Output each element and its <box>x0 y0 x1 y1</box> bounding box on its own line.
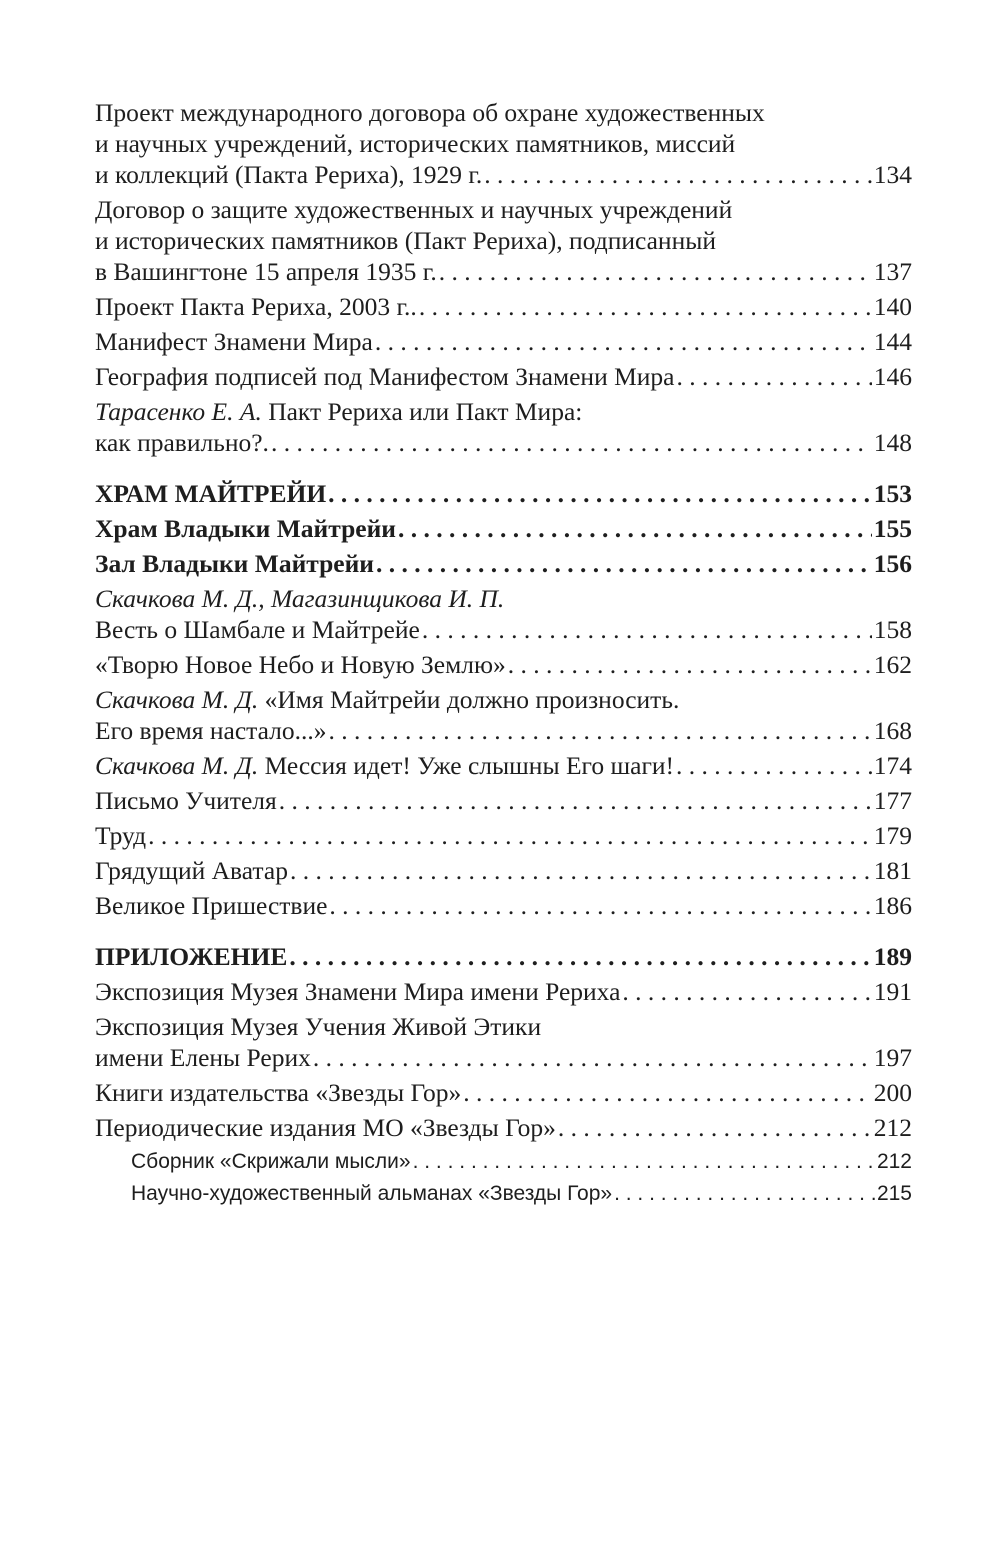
toc-entry-text: и научных учреждений, исторических памятников, миссий <box>95 129 736 158</box>
toc-entry <box>95 1011 912 1073</box>
page-number: 215 <box>876 1182 912 1205</box>
leader-dots <box>375 326 872 357</box>
toc-entry <box>95 396 912 458</box>
leader-dots <box>677 361 872 392</box>
page-number: 177 <box>873 786 912 815</box>
toc-entry <box>95 684 912 746</box>
toc-entry <box>95 361 912 392</box>
leader-dots <box>398 513 872 544</box>
page-number: 140 <box>873 292 912 321</box>
toc-entry <box>95 513 912 544</box>
leader-dots <box>614 1179 875 1209</box>
toc-entry <box>95 326 912 357</box>
toc-entry <box>95 548 912 579</box>
page-number: 200 <box>873 1078 912 1107</box>
toc-entry-text: Письмо Учителя <box>95 786 277 815</box>
toc-subentry <box>131 1147 912 1177</box>
leader-dots <box>329 890 871 921</box>
toc-entry <box>95 583 912 645</box>
leader-dots <box>290 855 872 886</box>
leader-dots <box>422 614 872 645</box>
leader-dots <box>328 478 872 509</box>
toc-entry <box>95 97 912 190</box>
toc-entry <box>95 1112 912 1143</box>
page-number: 186 <box>873 891 912 920</box>
toc-entry-text: Грядущий Аватар <box>95 856 288 885</box>
toc-entry <box>95 1077 912 1108</box>
toc-entry <box>95 890 912 921</box>
toc-section-heading <box>95 941 912 972</box>
toc-entry-text: Научно-художественный альманах «Звезды Гор» <box>131 1182 613 1205</box>
toc-entry-text: Проект Пакта Рериха, 2003 г.. <box>95 292 417 321</box>
toc-entry-author: Скачкова М. Д. <box>95 685 259 714</box>
toc-entry-text: Пакт Рериха или Пакт Мира: <box>261 397 583 426</box>
page-number: 146 <box>873 362 912 391</box>
leader-dots <box>289 941 871 972</box>
toc-section-title: ХРАМ МАЙТРЕЙИ <box>95 479 327 508</box>
leader-dots <box>439 256 872 287</box>
toc-entry-author: Скачкова М. Д., Магазинщикова И. П. <box>95 584 505 613</box>
toc-entry-text: Сборник «Скрижали мысли» <box>131 1150 411 1173</box>
leader-dots <box>676 750 872 781</box>
page-number: 144 <box>873 327 912 356</box>
toc-entry-text: и исторических памятников (Пакт Рериха), подписанный <box>95 226 717 255</box>
leader-dots <box>463 1077 872 1108</box>
toc-entry <box>95 976 912 1007</box>
toc-entry <box>95 785 912 816</box>
leader-dots <box>622 976 871 1007</box>
leader-dots <box>376 548 872 579</box>
table-of-contents <box>95 97 912 1211</box>
toc-entry <box>95 855 912 886</box>
toc-entry-text: Периодические издания МО «Звезды Гор» <box>95 1113 556 1142</box>
toc-entry-author: Тарасенко Е. А. <box>95 397 262 426</box>
page-number: 162 <box>873 650 912 679</box>
toc-section-heading <box>95 478 912 509</box>
toc-entry <box>95 291 912 322</box>
toc-entry-author: Скачкова М. Д. <box>95 751 259 780</box>
toc-entry-text: Договор о защите художественных и научных учреждений <box>95 195 733 224</box>
page-number: 181 <box>873 856 912 885</box>
page-number: 212 <box>876 1150 912 1173</box>
page-number: 212 <box>873 1113 912 1142</box>
toc-entry-text: Весть о Шамбале и Майтрейе <box>95 615 420 644</box>
toc-entry-text: Великое Пришествие <box>95 891 328 920</box>
page-number: 155 <box>873 514 912 543</box>
page-number: 189 <box>873 942 912 971</box>
page-number: 134 <box>873 160 912 189</box>
page-number: 174 <box>873 751 912 780</box>
leader-dots <box>271 427 872 458</box>
leader-dots <box>148 820 872 851</box>
toc-entry <box>95 820 912 851</box>
leader-dots <box>558 1112 872 1143</box>
page-number: 197 <box>873 1043 912 1072</box>
leader-dots <box>329 715 872 746</box>
toc-entry-text: Мессия идет! Уже слышны Его шаги! <box>258 751 675 780</box>
toc-entry-text: Экспозиция Музея Знамени Мира имени Рериха <box>95 977 621 1006</box>
leader-dots <box>413 1147 875 1177</box>
toc-entry-text: «Творю Новое Небо и Новую Землю» <box>95 650 506 679</box>
toc-entry-text: Храм Владыки Майтрейи <box>95 514 396 543</box>
toc-entry-text: и коллекций (Пакта Рериха), 1929 г. <box>95 160 483 189</box>
leader-dots <box>419 291 872 322</box>
toc-entry-text: имени Елены Рерих <box>95 1043 311 1072</box>
page-number: 179 <box>873 821 912 850</box>
toc-entry-text: как правильно?. <box>95 428 269 457</box>
page-number: 191 <box>873 977 912 1006</box>
toc-section-title: ПРИЛОЖЕНИЕ <box>95 942 288 971</box>
page-number: 137 <box>873 257 912 286</box>
toc-entry-text: «Имя Майтрейи должно произносить. <box>258 685 680 714</box>
toc-entry-text: Манифест Знамени Мира <box>95 327 373 356</box>
toc-entry-text: География подписей под Манифестом Знамени Мира <box>95 362 675 391</box>
page-number: 158 <box>873 615 912 644</box>
page-number: 156 <box>873 549 912 578</box>
leader-dots <box>508 649 872 680</box>
toc-entry-text: Зал Владыки Майтрейи <box>95 549 374 578</box>
toc-entry-text: Книги издательства «Звезды Гор» <box>95 1078 462 1107</box>
toc-entry <box>95 194 912 287</box>
toc-entry-text: в Вашингтоне 15 апреля 1935 г. <box>95 257 437 286</box>
toc-subentry <box>131 1179 912 1209</box>
leader-dots <box>484 159 871 190</box>
page-number: 153 <box>873 479 912 508</box>
toc-entry-text: Труд <box>95 821 147 850</box>
toc-entry-text: Его время настало...» <box>95 716 327 745</box>
toc-entry-text: Проект международного договора об охране художественных <box>95 98 765 127</box>
leader-dots <box>279 785 872 816</box>
toc-entry <box>95 649 912 680</box>
page-number: 148 <box>873 428 912 457</box>
page-number: 168 <box>873 716 912 745</box>
leader-dots <box>313 1042 872 1073</box>
toc-entry-text: Экспозиция Музея Учения Живой Этики <box>95 1012 542 1041</box>
toc-entry <box>95 750 912 781</box>
